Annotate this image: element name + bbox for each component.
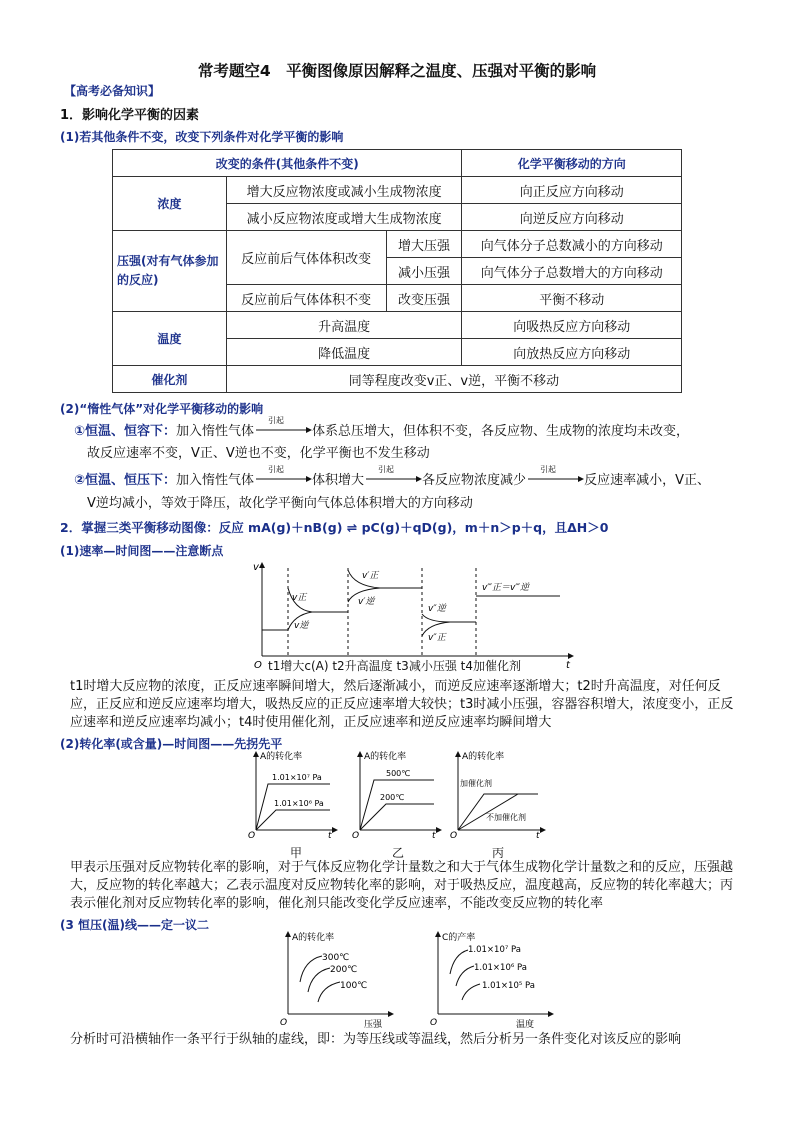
table-cell: 向吸热反应方向移动: [462, 312, 682, 339]
label-v1-zheng: v′正: [362, 571, 379, 581]
arrow-icon: [364, 465, 422, 484]
curve-p5: [462, 984, 480, 1000]
curve-p6: [456, 966, 474, 986]
arrow-label: 引起: [540, 465, 557, 474]
explanation-3: 分析时可沿横轴作一条平行于纵轴的虚线，即：为等压线或等温线，然后分析另一条件变化对该反应的影响: [70, 1032, 682, 1047]
y-axis-label: A的转化率: [292, 933, 335, 943]
graph-bing: [448, 750, 548, 840]
table-cell: 增大压强: [386, 231, 462, 258]
curve-300: [300, 956, 322, 982]
table-cell: 反应前后气体体积不变: [226, 285, 386, 312]
x-axis-arrow: [568, 653, 574, 659]
table-cell: 平衡不移动: [462, 285, 682, 312]
arrow-label: 引起: [268, 465, 285, 474]
curve-low-pressure: [256, 810, 330, 830]
table-cell: 同等程度改变v正、v逆，平衡不移动: [226, 366, 681, 393]
table-cell: 向逆反应方向移动: [462, 204, 682, 231]
table-cell: 减小反应物浓度或增大生成物浓度: [226, 204, 462, 231]
curve-label-200: 200℃: [330, 965, 358, 975]
arrow-icon: [254, 465, 312, 484]
v2-ni-curve: [422, 614, 476, 622]
curve-label-t1: 500℃: [386, 769, 411, 778]
table-cell: 减小压强: [386, 258, 462, 285]
curve-label-100: 100℃: [340, 981, 368, 991]
arrow-icon: [526, 465, 584, 484]
axis-label-t: t: [432, 831, 436, 840]
axis-label-t: t: [328, 831, 332, 840]
x-axis-label: 压强: [364, 1020, 383, 1028]
rate-time-caption: t1增大c(A) t2升高温度 t3减小压强 t4加催化剂: [268, 659, 521, 673]
curve-label-catalyst: 加催化剂: [460, 779, 492, 788]
origin-label: O: [280, 1018, 288, 1028]
x-axis-arrow: [540, 827, 546, 833]
y-axis-arrow: [455, 751, 461, 757]
case-2-text-c: 各反应物浓度减少: [422, 473, 527, 488]
curve-100: [318, 982, 340, 1002]
case-1-line-1: [74, 416, 690, 442]
axis-label-t: t: [566, 660, 570, 671]
row-label-temperature: 温度: [113, 312, 227, 366]
origin-label: O: [248, 831, 256, 840]
explanation-2: 甲表示压强对反应物转化率的影响，对于气体反应物化学计量数之和大于气体生成物化学计量数之和的反应，压强越大，反应物的转化率越大；乙表示温度对反应物转化率的影响，对于吸热反应，温度越高，反应物的转化率越大；丙表示催化剂对反应物转化率的影响，催化剂只能改变化学反应速率，不能改变反应物的转化率: [70, 860, 734, 911]
table-cell: 向放热反应方向移动: [462, 339, 682, 366]
case-2-label: ②恒温、恒压下：: [74, 473, 177, 488]
arrow-icon: [254, 416, 312, 435]
x-axis-arrow: [332, 827, 338, 833]
v1-zheng-curve: [348, 570, 422, 588]
curve-high-temp: [360, 780, 434, 830]
subsection-2-2: (2)转化率(或含量)—时间图——先拐先平: [60, 737, 283, 751]
curve-label-p1: 1.01×10⁷ Pa: [272, 773, 322, 782]
case-2-line-1: [74, 465, 710, 491]
caption-jia: 甲: [290, 846, 303, 860]
arrow-label: 引起: [378, 465, 395, 474]
axis-label-v: v: [253, 562, 259, 573]
subsection-1-1: (1)若其他条件不变，改变下列条件对化学平衡的影响: [60, 130, 344, 144]
origin-label: O: [254, 660, 262, 671]
y-axis-arrow: [285, 931, 291, 937]
graph-isobar-temperature: [428, 930, 558, 1028]
y-axis-label: A的转化率: [462, 752, 505, 762]
section-1-heading: 1．影响化学平衡的因素: [60, 108, 200, 123]
table-cell: 向气体分子总数减小的方向移动: [462, 231, 682, 258]
section-2-heading: 2．掌握三类平衡移动图像：反应 mA(g)＋nB(g) ⇌ pC(g)＋qD(g)，m＋n＞p＋q，且ΔH＞0: [60, 520, 609, 535]
caption-bing: 丙: [492, 846, 505, 860]
y-axis-label: A的转化率: [364, 752, 407, 762]
curve-label-p2: 1.01×10⁶ Pa: [274, 799, 324, 808]
case-2-text-b: 体积增大: [312, 473, 365, 488]
y-axis-arrow: [253, 751, 259, 757]
curve-with-catalyst: [458, 794, 538, 830]
case-1-label: ①恒温、恒容下：: [74, 424, 177, 439]
table-cell: 反应前后气体体积改变: [226, 231, 386, 285]
curve-without-catalyst: [458, 794, 518, 830]
case-2-text-d: 反应速率减小，V正、: [584, 473, 710, 488]
label-v1-ni: v′逆: [358, 597, 375, 607]
case-1-text-b: 体系总压增大，但体积不变，各反应物、生成物的浓度均未改变，: [312, 424, 690, 439]
explanation-1: t1时增大反应物的浓度，正反应速率瞬间增大，然后逐渐减小，而逆反应速率逐渐增大；t2时升高温度，对任何反应，正反应和逆反应速率均增大，吸热反应的正反应速率增大较快；t3时减小压强，容器容积增大，浓度变小，正反应速率和逆反应速率均减小；t4时使用催化剂，正反应速率和逆反应速率均瞬间增大: [70, 679, 734, 730]
label-v2-zheng: v″正: [428, 633, 446, 643]
caption-yi: 乙: [392, 846, 405, 860]
case-1-text-c: 故反应速率不变，V正、V逆也不变，化学平衡也不发生移动: [87, 446, 430, 461]
curve-label-300: 300℃: [322, 953, 350, 963]
graph-yi: [350, 750, 442, 840]
origin-label: O: [430, 1018, 438, 1028]
x-axis-label: 温度: [516, 1020, 535, 1028]
subsection-2-1: (1)速率—时间图——注意断点: [60, 544, 224, 558]
graph-isotherm-pressure: [278, 930, 398, 1028]
row-label-catalyst: 催化剂: [113, 366, 227, 393]
row-label-concentration: 浓度: [113, 177, 227, 231]
case-2-text-e: V逆均减小，等效于降压，故化学平衡向气体总体积增大的方向移动: [87, 496, 473, 511]
label-v-ni: v逆: [294, 621, 309, 631]
table-header-direction: 化学平衡移动的方向: [462, 150, 682, 177]
table-cell: 升高温度: [226, 312, 462, 339]
graph-jia: [246, 750, 338, 840]
table-cell: 向气体分子总数增大的方向移动: [462, 258, 682, 285]
y-axis-arrow: [435, 931, 441, 937]
curve-label-t2: 200℃: [380, 793, 405, 802]
curve-label-no-catalyst: 不加催化剂: [486, 813, 526, 822]
table-cell: 降低温度: [226, 339, 462, 366]
x-axis-arrow: [548, 1011, 554, 1017]
row-label-pressure: 压强(对有气体参加的反应): [113, 231, 227, 312]
factors-table: [112, 149, 682, 393]
case-2-text-a: 加入惰性气体: [176, 473, 255, 488]
x-axis-arrow: [388, 1011, 394, 1017]
table-cell: 改变压强: [386, 285, 462, 312]
curve-low-temp: [360, 804, 434, 830]
arrow-label: 引起: [268, 416, 285, 425]
origin-label: O: [352, 831, 360, 840]
y-axis-label: C的产率: [442, 933, 476, 943]
label-v3-eq: v‴正＝v‴逆: [482, 583, 530, 593]
table-header-condition: 改变的条件(其他条件不变): [113, 150, 462, 177]
curve-label-p5: 1.01×10⁵ Pa: [482, 981, 535, 991]
y-axis-label: A的转化率: [260, 752, 303, 762]
label-v2-ni: v″逆: [428, 604, 446, 614]
subsection-1-2: (2)“惰性气体”对化学平衡移动的影响: [60, 402, 264, 416]
curve-label-p6: 1.01×10⁶ Pa: [474, 963, 527, 973]
origin-label: O: [450, 831, 458, 840]
axis-label-t: t: [536, 831, 540, 840]
page-title: 常考题空4 平衡图像原因解释之温度、压强对平衡的影响: [197, 62, 597, 80]
y-axis-arrow: [357, 751, 363, 757]
case-1-text-a: 加入惰性气体: [176, 424, 255, 439]
section-tag: 【高考必备知识】: [64, 84, 161, 98]
label-v-zheng: v正: [292, 593, 307, 603]
curve-label-p7: 1.01×10⁷ Pa: [468, 945, 521, 955]
table-cell: 增大反应物浓度或减小生成物浓度: [226, 177, 462, 204]
table-cell: 向正反应方向移动: [462, 177, 682, 204]
subsection-2-3: (3 恒压(温)线——定一议二: [60, 918, 209, 932]
x-axis-arrow: [436, 827, 442, 833]
rate-time-graph: [250, 560, 580, 672]
y-axis-arrow: [259, 562, 265, 568]
